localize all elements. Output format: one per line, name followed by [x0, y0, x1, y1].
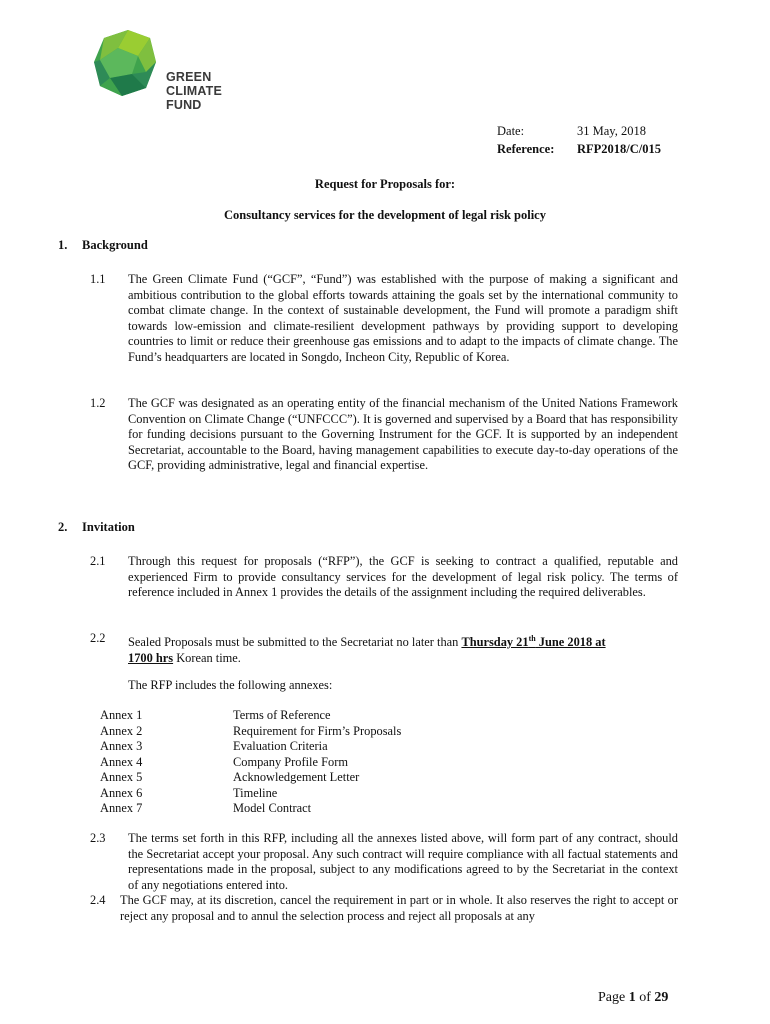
list-item: [100, 708, 401, 724]
annex-id: Annex 5: [100, 770, 143, 784]
paragraph-text: [128, 631, 678, 666]
paragraph-number: 1.1: [90, 272, 106, 286]
current-page: 1: [628, 990, 636, 1005]
annex-name: Requirement for Firm’s Proposals: [233, 723, 402, 738]
paragraph-text: Through this request for proposals (“RFP”), the GCF is seeking to contract a qualified, reputable and experienced Firm to provide consultancy services for the development of legal risk policy. The terms of reference included in Annex 1 provides the details of the assignment including the required deliverables.: [128, 554, 678, 600]
annex-id: Annex 7: [100, 801, 143, 815]
deadline-timezone: Korean time.: [173, 650, 241, 665]
date-label: Date:: [497, 124, 525, 138]
paragraph-text: The GCF was designated as an operating entity of the financial mechanism of the United Nations Framework Convention on Climate Change (“UNFCCC”). It is governed and supervised by a Board that has responsibility for funding decisions pursuant to the Governing Instrument for the GCF. It is supported by an independent Secretariat, accountable to the Board, having management capabilities to execute day-to-day operations of the GCF, providing administrative, legal and financial expertise.: [128, 396, 678, 473]
paragraph-number: 1.2: [90, 396, 106, 410]
list-item: [100, 801, 401, 817]
section-title: Background: [82, 238, 148, 252]
section-number: 1.: [58, 238, 68, 252]
paragraph-1-2: [90, 396, 678, 474]
list-item: [100, 755, 401, 771]
annex-id: Annex 6: [100, 785, 143, 800]
deadline-date: Thursday 21: [461, 635, 529, 650]
annex-id: Annex 2: [100, 723, 143, 738]
document-subtitle: Consultancy services for the development of legal risk policy: [224, 208, 546, 222]
paragraph-2-1: [90, 554, 678, 601]
section-heading-invitation: [58, 520, 135, 535]
paragraph-number: 2.4: [90, 893, 106, 907]
deadline-date-rest: June 2018 at: [535, 635, 606, 650]
section-title: Invitation: [82, 520, 135, 534]
date-row: [497, 122, 661, 140]
annex-name: Company Profile Form: [233, 754, 348, 769]
paragraph-number: 2.1: [90, 554, 106, 568]
paragraph-1-1: [90, 272, 678, 366]
annex-id: Annex 3: [100, 739, 143, 753]
annex-name: Terms of Reference: [233, 708, 331, 722]
paragraph-text: The terms set forth in this RFP, including all the annexes listed above, will form part of any contract, should the Secretariat accept your proposal. Any such contract will require compliance with all factual statements and representations made in the proposal, subject to any modifications agreed to by the Secretariat in the context of any negotiations entered into.: [128, 831, 678, 892]
annex-name: Timeline: [233, 785, 278, 800]
deadline-time: 1700 hrs: [128, 650, 174, 665]
deadline-date-suffix: th: [528, 634, 536, 643]
reference-row: [497, 140, 661, 158]
paragraph-2-3: [90, 831, 678, 893]
annex-name: Evaluation Criteria: [233, 739, 328, 753]
paragraph-2-4: [90, 893, 678, 924]
annex-name: Model Contract: [233, 801, 312, 815]
logo-line-2: CLIMATE: [166, 84, 223, 98]
paragraph-text: The GCF may, at its discretion, cancel the requirement in part or in whole. It also reserves the right to accept or reject any proposal and to annul the selection process and reject all proposals at any: [120, 893, 678, 923]
logo-line-3: FUND: [166, 98, 202, 112]
logo-line-1: GREEN: [166, 70, 212, 84]
paragraph-number: 2.3: [90, 831, 106, 845]
annex-id: Annex 1: [100, 708, 143, 722]
reference-value: RFP2018/C/015: [577, 142, 662, 156]
paragraph-number: 2.2: [90, 631, 106, 645]
list-item: [100, 739, 401, 755]
of-label: of: [639, 990, 651, 1005]
document-meta: [497, 122, 661, 158]
annex-intro: The RFP includes the following annexes:: [128, 678, 333, 692]
list-item: [100, 770, 401, 786]
section-number: 2.: [58, 520, 68, 534]
paragraph-text: The Green Climate Fund (“GCF”, “Fund”) was established with the purpose of making a significant and ambitious contribution to the global efforts towards attaining the goals set by the international community to combat climate change. In the context of sustainable development, the Fund will promote a paradigm shift towards low-emission and climate-resilient development pathways by providing support to developing countries to limit or reduce their greenhouse gas emissions and to adapt to the impacts of climate change. The Fund’s headquarters are located in Songdo, Incheon City, Republic of Korea.: [128, 272, 678, 364]
annex-name: Acknowledgement Letter: [233, 770, 360, 784]
list-item: [100, 724, 401, 740]
logo-wordmark: [166, 70, 222, 112]
deadline-intro: Sealed Proposals must be submitted to the Secretariat no later than: [128, 635, 462, 650]
page-label: Page: [598, 990, 626, 1005]
page-number: [598, 990, 668, 1006]
list-item: [100, 786, 401, 802]
date-value: 31 May, 2018: [577, 124, 646, 138]
annex-list: [100, 708, 401, 817]
paragraph-2-2: [90, 631, 678, 666]
section-heading-background: [58, 238, 148, 253]
annex-id: Annex 4: [100, 754, 143, 769]
globe-icon: [94, 30, 156, 96]
total-pages: 29: [654, 990, 669, 1005]
reference-label: Reference:: [497, 142, 555, 156]
document-title: Request for Proposals for:: [314, 177, 456, 191]
